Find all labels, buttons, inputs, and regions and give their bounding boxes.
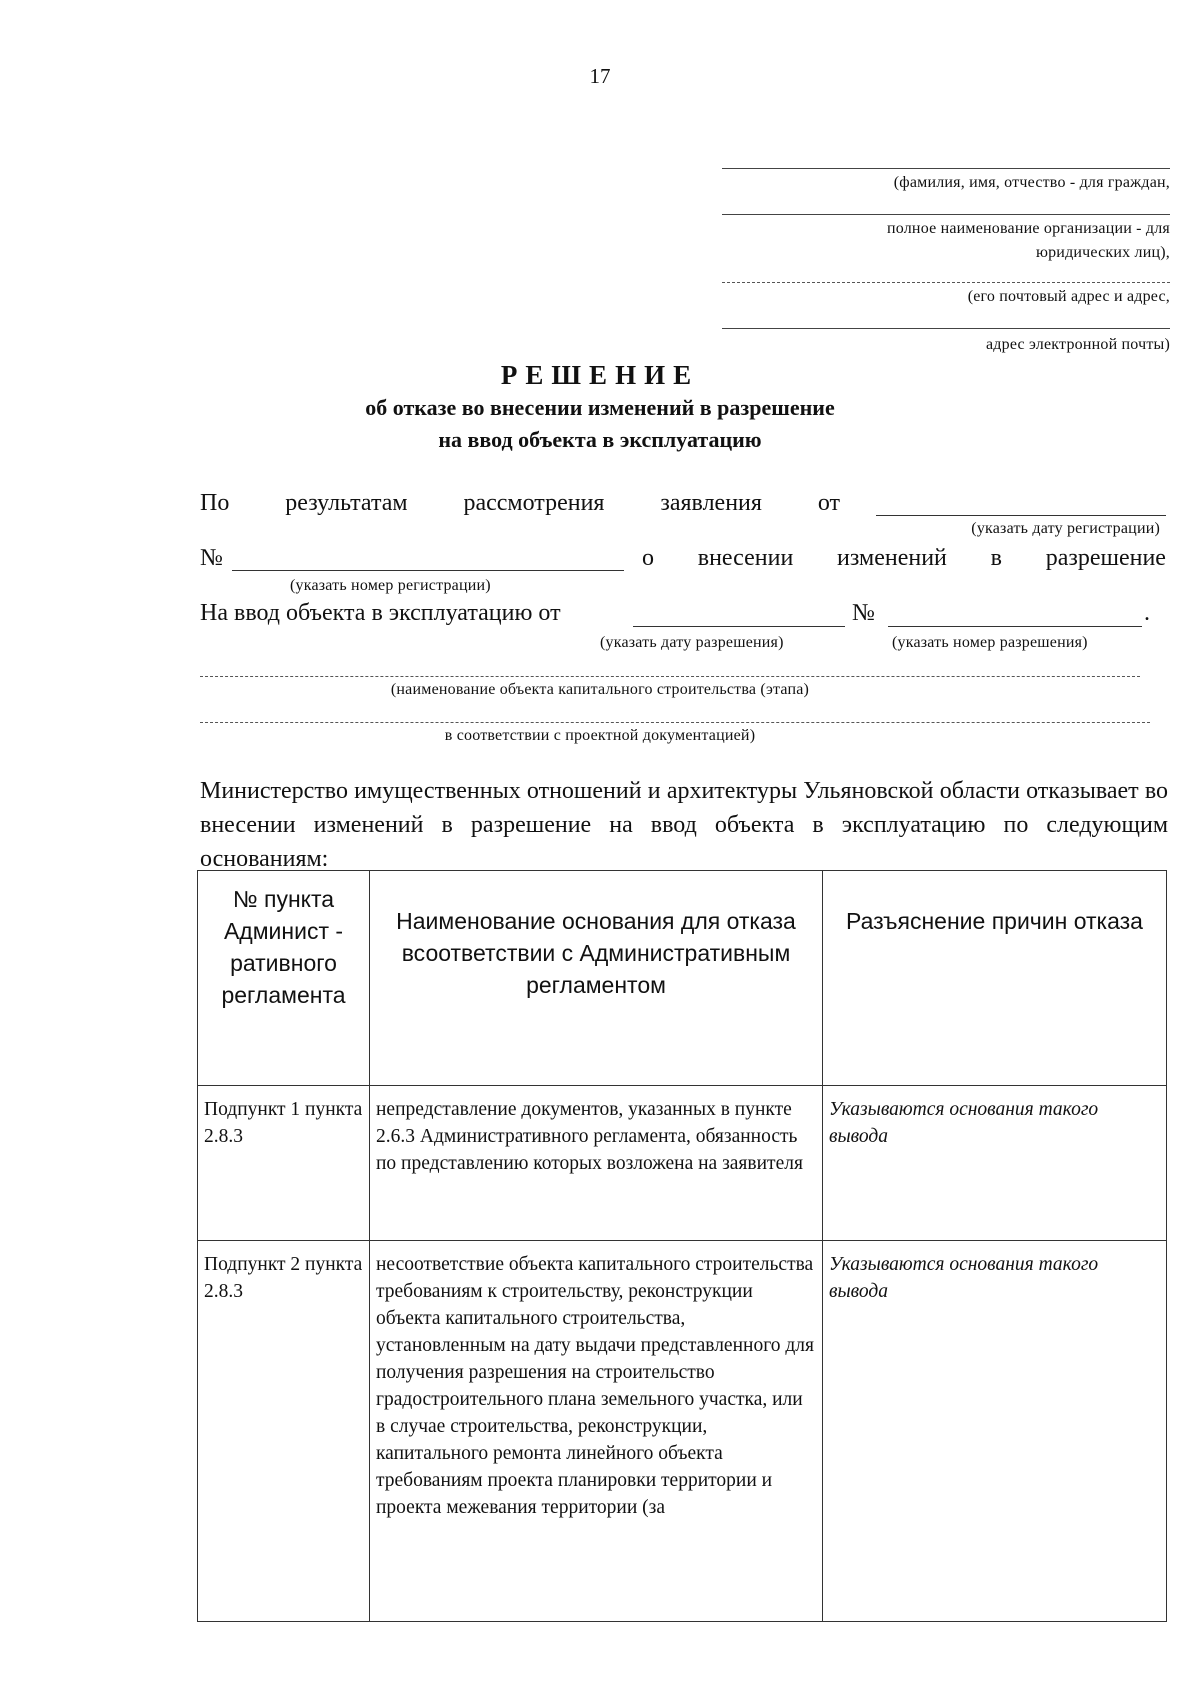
- hint-permit-number: (указать номер разрешения): [892, 634, 1088, 651]
- addressee-address-line[interactable]: [722, 282, 1170, 283]
- hint-registration-number: (указать номер регистрации): [290, 577, 491, 594]
- form-word: от: [817, 490, 840, 516]
- form-word: По: [200, 490, 230, 516]
- page-number: 17: [589, 64, 611, 88]
- project-docs-field[interactable]: [200, 722, 1150, 723]
- hint-permit-date: (указать дату разрешения): [600, 634, 784, 651]
- cell-reason[interactable]: Указываются основания такого вывода: [823, 1086, 1167, 1241]
- permit-line-label: На ввод объекта в эксплуатацию от: [200, 600, 561, 626]
- form-word: разрешение: [1045, 545, 1166, 571]
- permit-number-field[interactable]: [888, 626, 1142, 627]
- line-end-period: .: [1144, 600, 1150, 626]
- header-refusal-reason: Разъяснение причин отказа: [823, 871, 1167, 1086]
- document-subtitle-1: об отказе во внесении изменений в разрешение: [365, 395, 835, 420]
- form-word: результатам: [285, 490, 408, 516]
- addressee-org-line[interactable]: [722, 214, 1170, 215]
- document-subtitle-2: на ввод объекта в эксплуатацию: [438, 427, 762, 452]
- addressee-caption-name: (фамилия, имя, отчество - для граждан,: [893, 174, 1170, 191]
- refusal-paragraph: Министерство имущественных отношений и архитектуры Ульяновской области отказывает во внесении изменений в разрешение на ввод объекта в эксплуатацию по следующим основаниям:: [200, 778, 1168, 872]
- cell-reason[interactable]: Указываются основания такого вывода: [823, 1241, 1167, 1622]
- addressee-caption-org: полное наименование организации - для: [887, 220, 1170, 237]
- application-number-field[interactable]: [232, 570, 624, 571]
- form-word: заявления: [660, 490, 762, 516]
- addressee-caption-org-2: юридических лиц),: [1035, 244, 1170, 261]
- addressee-email-line[interactable]: [722, 328, 1170, 329]
- application-date-field[interactable]: [876, 515, 1166, 516]
- document-title: РЕШЕНИЕ: [500, 360, 700, 390]
- permit-number-sign: №: [852, 600, 875, 626]
- form-line-2: [642, 545, 1166, 572]
- hint-object-name: (наименование объекта капитального строительства (этапа): [390, 681, 810, 698]
- cell-basis: непредставление документов, указанных в пункте 2.6.3 Административного регламента, обязанность по представлению которых возложена на заявителя: [370, 1086, 823, 1241]
- header-refusal-basis: Наименование основания для отказа всоответствии с Административным регламентом: [370, 871, 823, 1086]
- refusal-grounds-table: [197, 870, 1167, 1622]
- hint-registration-date: (указать дату регистрации): [971, 520, 1160, 537]
- form-word: внесении: [697, 545, 794, 571]
- addressee-caption-email: адрес электронной почты): [985, 336, 1170, 353]
- form-word: о: [642, 545, 654, 571]
- form-word: в: [990, 545, 1002, 571]
- number-sign: №: [200, 545, 223, 571]
- form-word: изменений: [837, 545, 947, 571]
- table-row: [198, 1086, 1167, 1241]
- hint-project-docs: в соответствии с проектной документацией): [444, 727, 756, 744]
- object-name-field[interactable]: [200, 676, 1140, 677]
- cell-basis: несоответствие объекта капитального строительства требованиям к строительству, реконструкции объекта капитального строительства, установленным на дату выдачи представленного для получения разрешения на строительство градостроительного плана земельного участка, или в случае строительства, реконструкции, капитального ремонта линейного объекта требованиям проекта планировки территории и проекта межевания территории (за: [370, 1241, 823, 1622]
- cell-clause: Подпункт 2 пункта 2.8.3: [198, 1241, 370, 1622]
- form-line-1: [200, 490, 840, 517]
- header-clause-number: № пункта Админист - ративного регламента: [198, 871, 370, 1086]
- cell-clause: Подпункт 1 пункта 2.8.3: [198, 1086, 370, 1241]
- addressee-name-line[interactable]: [722, 168, 1170, 169]
- form-word: рассмотрения: [463, 490, 605, 516]
- permit-date-field[interactable]: [633, 626, 845, 627]
- addressee-caption-address: (его почтовый адрес и адрес,: [967, 288, 1170, 305]
- table-row: [198, 1241, 1167, 1622]
- table-header-row: [198, 871, 1167, 1086]
